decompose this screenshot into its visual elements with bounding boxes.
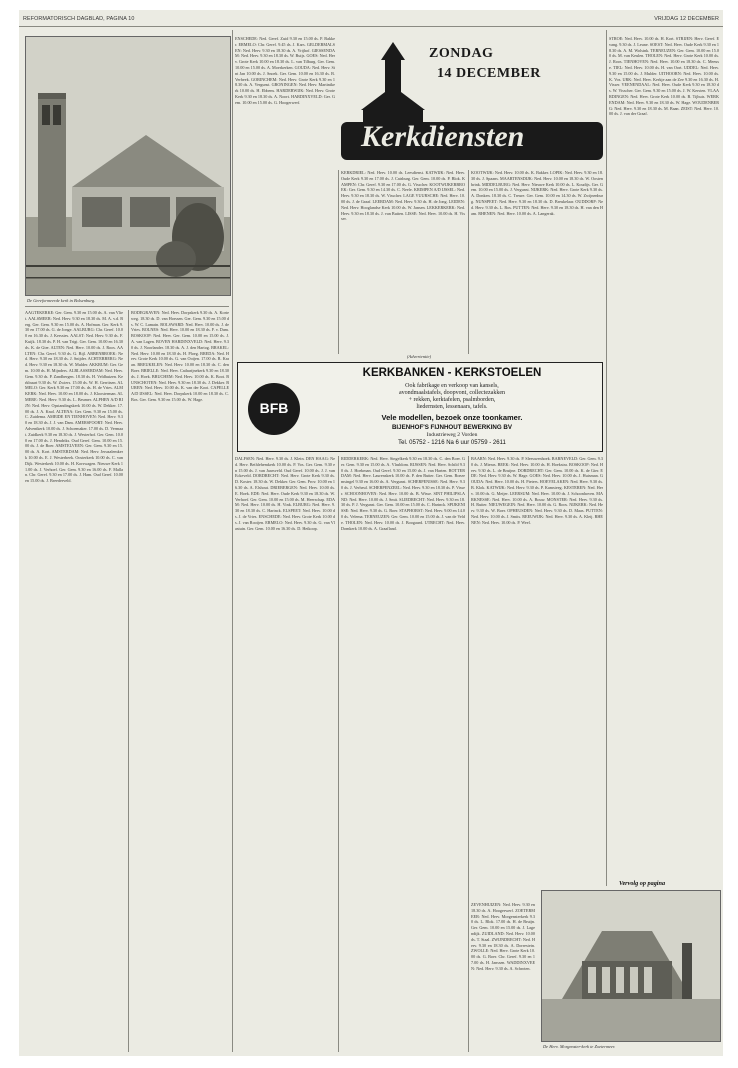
column-5: KOOTWIJK: Ned. Herv. 10.00 ds. K. Bakker. LOPIK: Ned. Herv. 9.30 en 18.30 ds. J. Spaans. MAARTENSDIJK: Ned. Herv. 10.00 en 18.30 ds. W. Oostenbrink. MIDDELBURG: Ned. Herv. Nieuwe Kerk 10.00 ds. L. Koudijs. Ger. Gem. 10.00 en 15.00 ds. J. Vergunst. NIJKERK: Ned. Herv. Grote Kerk 9.30 ds. A. Donken. 18.30 ds. C. Treure. Ger. Gem. 10.00 en 14.30 ds. W. Zwijnenburg. NUNSPEET: Ned. Herv. 9.30 en 18.30 ds. D. Breukelaar. OUDDORP: Ned. Herv. 9.30 ds. L. Bos. PUTTEN: Ned. Herv. 9.30 en 18.30 ds. H. van den Ham. RHENEN: Ned. Herv. 10.00 ds. A. Langerak. [471,170,603,216]
masthead [341,36,603,166]
church-photo-caption: De Gereformeerde kerk in Bolsenburg. [27,298,96,303]
ad-address: Industrieweg 2 Vorden [426,432,478,438]
column-4: KERKDRIEL: Ned. Herv. 10.00 ds. Leesdienst. KATWIJK: Ned. Herv. Oude Kerk 9.30 en 17.00 ds. J. Catsburg. Ger. Gem. 10.00 ds. P. Blok. KAMPEN: Chr. Geref. 9.30 en 17.00 ds. G. Visscher. KOOTWIJKERBROEK: Ger. Gem. 9.30 en 14.30 ds. C. Neele. KRIMPEN A/D IJSSEL: Ned. Herv. 9.30 en 18.30 ds. W. Visscher. LAGE VUURSCHE: Ned. Herv. 10.00 ds. J. de Graaf. LEERDAM: Ned. Herv. 9.30 ds. H. de Jong. LEIDEN: Ned. Herv. Hooglandse Kerk 10.00 ds. W. Jansen. LEKKERKERK: Ned. Herv. 9.30 en 18.30 ds. J. van Buiten. LISSE: Ned. Herv. 10.00 ds. H. Visser. [341,170,465,222]
column-rule-5 [468,456,469,1052]
continued-label: Vervolg op pagina [619,880,666,887]
masthead-title: Kerkdiensten [361,120,525,153]
column-rule-3 [338,456,339,1052]
ad-body-line-2: avondmaalstafels, doopvont, collectezakken [399,390,505,396]
masthead-date: 14 DECEMBER [437,66,541,81]
ad-body-line-1: Ook fabrikage en verkoop van kansels, [405,383,499,389]
column-rule-6 [606,30,607,886]
caption-rule [25,306,229,307]
morgenster-photo [541,890,721,1042]
column-2: BODEGRAVEN: Ned. Herv. Dorpskerk 9.30 ds. A. Korteweg. 18.30 ds. D. van Horssen. Ger. Gem. 9.30 en 15.00 ds. W. C. Lamain. BOLSWARD: Ned. Herv. 10.00 ds. J. de Vries. BOLNES: Ned. Herv. 10.00 en 18.30 ds. F. v. Dam. BOSKOOP: Ned. Herv. Ger. Gem. 10.00 en 15.00 ds. J. A. van Lagen. BOVEN HARDINXVELD: Ned. Herv. 9.30 ds. J. Noorlander. 18.30 ds. A. J. den Hartog. BRAKEL: Ned. Herv. 10.00 en 18.30 ds. H. Ploeg. BREDA: Ned. Herv. Grote Kerk 10.00 ds. G. van Ooijen. 17.00 ds. R. Kraan. BREUKELEN: Ned. Herv. 10.00 en 18.30 ds. C. den Boer. BRIELLE: Ned. Herv. Catharijnekerk 9.30 en 18.30 ds. J. Hoek. BRUCHEM: Ned. Herv. 10.00 ds. K. Boot. BUNSCHOTEN: Ned. Herv. 9.30 en 18.30 ds. J. Dekker. BUREN: Ned. Herv. 10.00 ds. K. van der Kooi. CAPELLE A/D IJSSEL: Ned. Herv. Dorpskerk 10.00 en 18.30 ds. C. Bos. Ger. Gem. 9.30 en 15.00 ds. W. Hage. [131,310,229,402]
header-rule [19,26,723,27]
morgenster-photo-caption: De Herv. Morgenster-kerk te Zoetermeer. [543,1044,616,1049]
advertisement-box [237,362,603,452]
column-rule-4 [468,170,469,354]
masthead-day: ZONDAG [429,46,494,61]
company-logo-text: BFB [259,400,289,416]
column-9: STROE: Ned. Herv. 10.00 ds. H. Kort. STRIJEN: Herv. Geref. Evang. 9.30 ds. J. Leune. SOEST: Ned. Herv. Oude Kerk 9.30 en 18.30 ds. A. M. Wolsink. TERNEUZEN: Ger. Gem. 10.00 en 15.00 ds. M. van Keulen. THOLEN: Ned. Herv. Grote Kerk 10.00 ds. J. Roos. TIENHOVEN: Ned. Herv. 10.00 en 18.30 ds. C. Meeuse. TIEL: Ned. Herv. 10.00 ds. H. van Oort. UDDEL: Ned. Herv. 9.30 en 15.00 ds. J. Mulder. UITHOORN: Ned. Herv. 10.00 ds. K. Vos. URK: Ned. Herv. Kerkje aan de Zee 9.30 en 16.30 ds. H. Visser. VEENENDAAL: Ned. Herv. Oude Kerk 9.30 en 18.30 ds. W. Visscher. Ger. Gem. 9.30 en 15.00 ds. J. W. Kersten. VLAARDINGEN: Ned. Herv. Grote Kerk 10.00 ds. B. Tijhuis. WERKENDAM: Ned. Herv. 9.30 en 18.30 ds. W. Hage. WOUDENBERG: Ned. Herv. 9.30 en 18.30 ds. M. Baan. ZEIST: Ned. Herv. 10.00 ds. J. van der Graaf. [609,36,719,117]
ad-headline: KERKBANKEN - KERKSTOELEN [362,367,542,379]
ad-body-line-4: liedernsten, lessenaars, tafels. [416,404,488,410]
column-7: RIDDERKERK: Ned. Herv. Singelkerk 9.30 en 18.30 ds. C. den Boer. Ger. Gem. 9.30 en 15.00 ds. A. Vlasblom. RIJSSEN: Ned. Herv. Schild 9.30 ds. J. Hoekman. Oud Geref. 9.30 en 15.00 ds. J. van Harten. ROTTERDAM: Ned. Herv. Laurenskerk 10.00 ds. P. den Butter. Ger. Gem. Boezemsingel 9.30 en 16.00 ds. A. Vergunst. SCHERPENISSE: Ned. Herv. 9.30 ds. J. Verheul. SCHERPENZEEL: Ned. Herv. 9.30 en 18.30 ds. P. Visser. SCHOONHOVEN: Ned. Herv. 10.00 ds. B. Wisse. SINT PHILIPSLAND: Ned. Herv. 10.00 ds. J. Smit. SLIEDRECHT: Ned. Herv. 9.30 en 18.30 ds. P. J. Vergunst. Ger. Gem. 10.00 en 15.00 ds. C. Harinck. SPIJKENISSE: Ned. Herv. 9.30 ds. G. Boer. STAPHORST: Ned. Herv. 9.00 en 14.00 ds. Velema. TERNEUZEN: Ger. Gem. 10.00 en 15.00 ds. J. van de Velde. THOLEN: Ned. Herv. 10.00 ds. J. Boogaard. UTRECHT: Ned. Herv. Domkerk 10.00 ds. A. Graafland. [341,456,465,531]
column-rule-7 [128,310,129,1052]
modern-church-image [542,891,720,1041]
church-photo-image [26,37,230,295]
church-photo [25,36,231,296]
ad-phone: Tel. 05752 - 1216 Na 6 uur 05759 - 2611 [398,440,506,446]
column-10: ZEVENHUIZEN: Ned. Herv. 9.30 en 18.30 ds. A. Hoogerwerf. ZOETERMEER: Ned. Herv. Morgensterkerk 9.30 ds. L. Blok. 17.00 ds. H. de Bruijn. Ger. Gem. 10.00 en 15.00 ds. J. Lagendijk. ZUIDLAND: Ned. Herv. 10.00 ds. T. Staal. ZWIJNDRECHT: Ned. Herv. 9.30 en 18.30 ds. A. Dorrestein. ZWOLLE: Ned. Herv. Grote Kerk 10.00 ds. G. Boer. Chr. Geref. 9.30 en 17.00 ds. H. Janssen. WADDINXVEEN: Ned. Herv. 9.30 ds. A. Schroten. [471,902,535,971]
column-rule-1 [232,30,233,1052]
ad-tagline: Vele modellen, bezoek onze toonkamer. [381,413,523,422]
running-head-left: REFORMATORISCH DAGBLAD, PAGINA 10 [23,16,135,22]
running-head-right: VRIJDAG 12 DECEMBER [654,16,719,22]
column-6: DALFSEN: Ned. Herv. 9.30 ds. J. Klein. DEN HAAG: Ned. Herv. Bethlehemkerk 10.00 ds. P. Vos. Ger. Gem. 9.30 en 15.00 ds. J. van Jaarsveld. Oud Geref. 10.00 ds. J. J. van Eckeveld. DORDRECHT: Ned. Herv. Grote Kerk 9.30 ds. D. Koster. 18.30 ds. W. Dekker. Ger. Gem. Prov. 10.00 en 16.30 ds. A. Elshout. DRIEBERGEN: Ned. Herv. 10.00 ds. E. Hoek. EDE: Ned. Herv. Oude Kerk 9.30 en 18.30 ds. W. Verhoef. Ger. Gem. 10.00 en 15.00 ds. M. Heerschap. EDAM: Ned. Herv. 10.00 ds. H. Vink. ELBURG: Ned. Herv. 9.30 en 18.30 ds. C. Harinck. ELSPEET: Ned. Herv. 10.00 ds. J. de Vries. ENSCHEDE: Ned. Herv. Grote Kerk 10.00 ds. J. van Rooijen. ERMELO: Ned. Herv. 9.30 ds. G. van Vlastuin. Ger. Gem. 10.00 en 16.30 ds. D. Heikoop. [235,456,335,531]
ad-company: BIJENHOF'S FIJNHOUT BEWERKING BV [391,424,513,431]
column-1: AAGTEKERKE: Ger. Gem. 9.30 en 15.00 ds. A. van Vliet. AALSMEER: Ned. Herv. 9.30 en 18.30 ds. M. A. v.d. Berg. Ger. Gem. 9.30 en 15.00 ds. A. Hofman. Ger. Kerk 9.30 en 17.00 ds. G. de Jonge. AALBURG: Chr. Geref. 10.00 en 16.30 ds. J. Kerssies. AALST: Ned. Herv. 9.30 ds. F. Kuijk. 18.30 ds. P. H. van Trigt. Ger. Gem. 10.00 en 16.30 ds. K. de Gier. ALTEN: Ned. Herv. 10.00 ds. J. Roos. AALTEN: Chr. Geref. 9.30 ds. G. Bijl. ABBENBROEK: Ned. Herv. 9.30 en 18.30 ds. J. Snijder. ACHTERBERG: Ned. Herv. 9.30 en 18.30 ds. W. Mulder. AKKRUM: Ger. Gem. 10.00 ds. H. Mijnders. ALBLASSERDAM: Ned. Herv. Gem. 9.30 ds. P. Zandbergen. 18.30 ds. H. Veldhuizen. Kerkbuurt 9.30 ds. W. Zwiers. 15.00 ds. W. H. Gerritsen. ALMELO: Ger. Kerk 9.30 en 17.00 ds. ds. H. de Vries. ALMKERK: Ned. Herv. 10.00 en 18.00 ds. J. Kloosterman. ALMERE: Ned. Herv. 9.30 ds. L. Beumer. ALPHEN A/D RIJN: Ned. Herv. Opstandingskerk 10.00 ds. W. Dekker. 17.00 ds. J. A. Knol. ALTENA: Ger. Gem. 9.30 en 15.00 ds. C. Zuidema. AMEIDE EN TIENHOVEN: Ned. Herv. 9.30 en 18.30 ds. J. J. van Dam. AMERSFOORT: Ned. Herv. Adventkerk 10.00 ds. J. Schoemaker. 17.00 ds. D. Vermaat. Zuidkerk 9.30 en 18.30 ds. J. Westerhof. Ger. Gem. 10.00 en 17.00 ds. J. Hendriks. Oud Geref. Gem. 10.00 en 15.00 ds. J. de Boer. AMSTELVEEN: Ger. Gem. 9.30 en 15.00 ds. A. Kort. AMSTERDAM: Ned. Herv. Jeruzalemkerk 10.00 ds. E. J. Westerbeek. Oosterkerk 10.00 ds. C. van Dijk. Westerkerk 10.00 ds. H. Korswagen. Nieuwe Kerk 11.00 ds. J. Verhoef. Ger. Gem. 9.30 en 16.00 ds. F. Mallan. Chr. Geref. 9.30 en 17.00 ds. J. Ham. Oud Geref. 10.00 en 15.00 ds. J. Breederveld. [25,310,123,484]
newspaper-page [19,10,723,1056]
ad-body [308,383,596,411]
ad-label: (Advertentie) [406,354,432,359]
column-rule-2 [338,170,339,354]
ad-body-line-3: + rekken, kerktafelen, psalmborden, [408,397,496,403]
company-logo-icon [248,383,300,435]
column-8: BAARN: Ned. Herv. 9.30 ds. P. Sleeuwenhoek. BARNEVELD: Ger. Gem. 9.30 ds. J. Mieras. BEEK: Ned. Herv. 10.00 ds. H. Hoekstra. BOSKOOP: Ned. Herv. 9.30 ds. L. de Bruijne. DORDRECHT: Ger. Gem. 10.00 ds. K. de Gier. EDE: Ned. Herv. 9.30 ds. W. Hage. GOES: Ned. Herv. 10.00 ds. J. Huisman. GOUDA: Ned. Herv. 10.00 ds. H. Pieters. HOEVELAKEN: Ned. Herv. 9.30 ds. B. Klok. KATWIJK: Ned. Herv. 9.30 ds. P. Kamsteeg. KESTEREN: Ned. Herv. 10.00 ds. G. Meijer. LEERSUM: Ned. Herv. 10.00 ds. J. Schoonhoven. MARKNESSE: Ned. Herv. 10.00 ds. A. Bouw. MONSTER: Ned. Herv. 9.30 ds. H. Ruiter. NIEUWEGEIN: Ned. Herv. 10.00 ds. G. Roos. NIJKERK: Ned. Herv. 9.30 ds. W. Boer. OPHEUSDEN: Ned. Herv. 9.30 ds. D. Maas. PUTTEN: Ned. Herv. 10.00 ds. J. Smits. REEUWIJK: Ned. Herv. 9.30 ds. A. Kleij. RHENEN: Ned. Herv. 10.00 ds. P. Weel. [471,456,603,525]
column-3: ENSCHEDE: Ned. Geref. Zuid 9.30 en 15.00 ds. P. Bakker. ERMELO: Chr. Geref. 9.45 ds. J. Kars. GELDERMALSEN: Ned. Herv. 9.30 en 18.30 ds. A. Vrijhof. GIESSENDAM: Ned. Herv. 9.30 en 18.30 ds. W. Buijs. GOES: Ned. Herv. Grote Kerk 10.00 en 18.30 ds. L. van Tilburg. Ger. Gem. 10.00 en 15.00 ds. A. Moerkerken. GOUDA: Ned. Herv. Sint Jan 10.00 ds. J. Snoek. Ger. Gem. 10.00 en 16.30 ds. B. Verbeek. GORINCHEM: Ned. Herv. Grote Kerk 9.30 en 18.30 ds. A. Vergunst. GRONINGEN: Ned. Herv. Martinikerk 10.00 ds. H. Ebbens. HARDERWIJK: Ned. Herv. Grote Kerk 9.30 en 18.30 ds. A. Noort. HARDINXVELD: Ger. Gem. 10.00 en 15.00 ds. G. Hoogerwerf. [235,36,335,105]
